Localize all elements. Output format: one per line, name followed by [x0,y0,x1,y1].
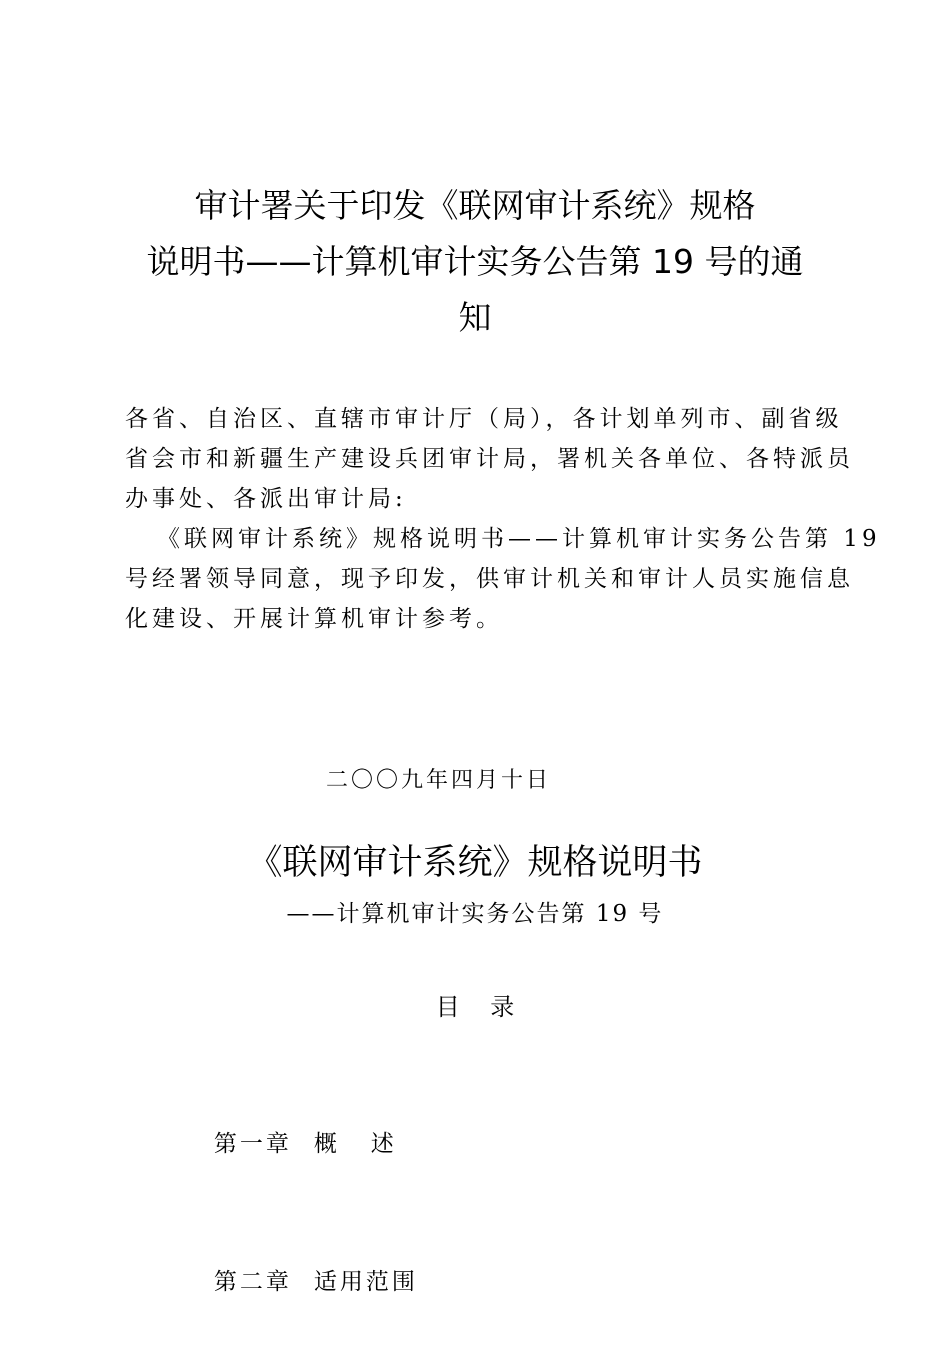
notice-body-paragraph [125,519,881,639]
body-line-1: 《联网审计系统》规格说明书——计算机审计实务公告第 19 [157,526,881,552]
toc-item[interactable] [152,1213,418,1351]
body-line-2: 号经署领导同意，现予印发，供审计机关和审计人员实施信息 [125,566,854,592]
spec-subtitle: ——计算机审计实务公告第 19 号 [286,901,664,927]
toc-chapter-name: 概 述 [313,1131,397,1157]
notice-title-line-1: 审计署关于印发《联网审计系统》规格 [194,186,756,225]
table-of-contents [152,1075,418,1351]
toc-chapter-number: 第一章 [213,1131,292,1157]
toc-chapter-number: 第二章 [213,1269,292,1295]
toc-chapter-name: 适用范围 [313,1269,418,1295]
notice-title [110,178,840,346]
addressee-line-1: 各省、自治区、直辖市审计厅（局），各计划单列市、副省级 [125,406,843,432]
notice-title-line-2: 说明书——计算机审计实务公告第 19 号的通 [146,242,804,281]
toc-heading: 目 录 [435,993,515,1021]
notice-title-line-3: 知 [458,298,492,337]
issue-date: 二〇〇九年四月十日 [326,768,552,793]
addressee-line-2: 省会市和新疆生产建设兵团审计局，署机关各单位、各特派员 [125,446,854,472]
addressee-block [125,399,854,519]
spec-title: 《联网审计系统》规格说明书 [247,843,703,883]
body-line-3: 化建设、开展计算机审计参考。 [125,606,503,632]
addressee-line-3: 办事处、各派出审计局: [125,486,407,512]
toc-item[interactable] [152,1075,418,1213]
